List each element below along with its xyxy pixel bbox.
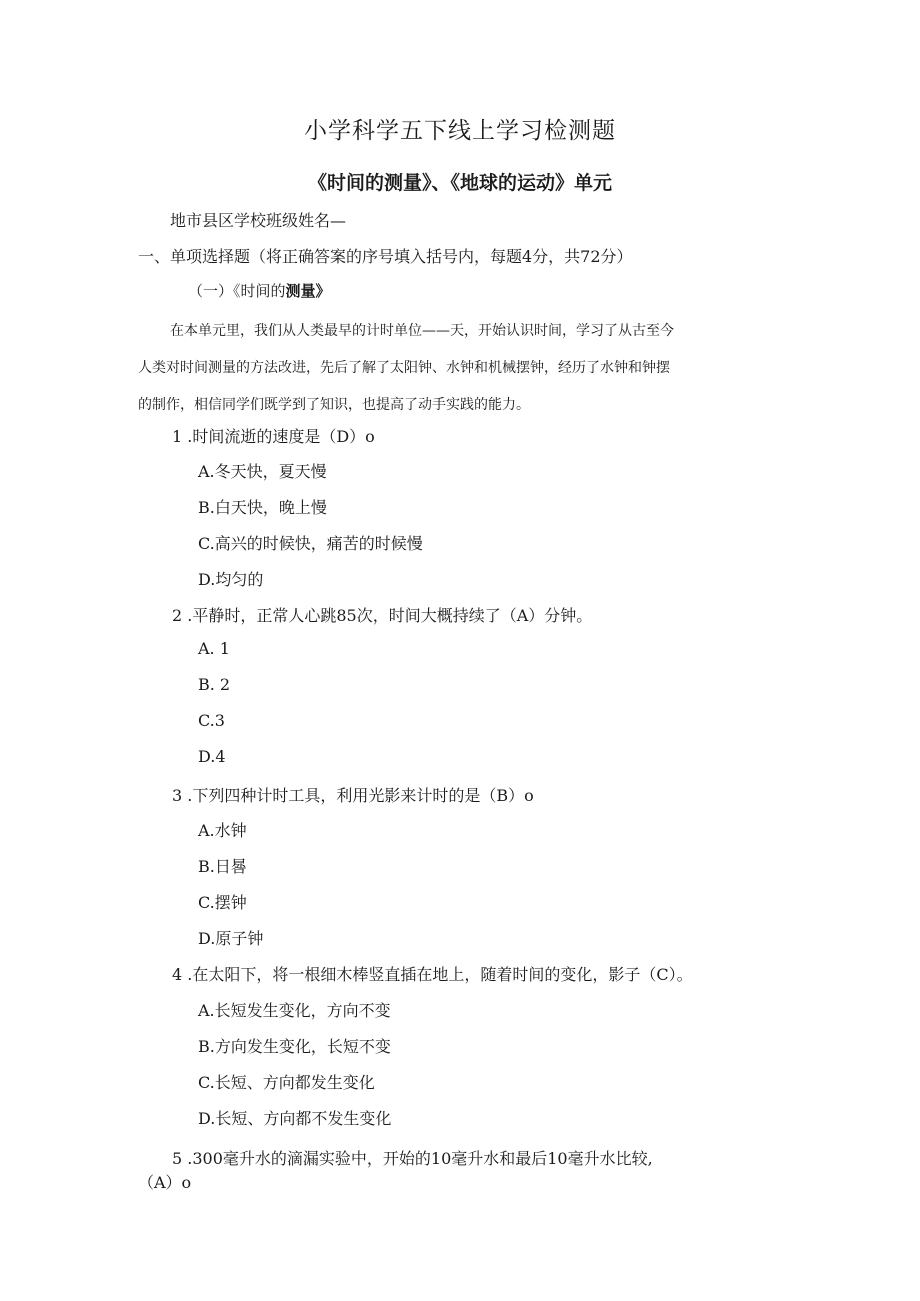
question-1: 1 .时间流逝的速度是（D）o [172, 427, 375, 446]
intro-line: 在本单元里，我们从人类最早的计时单位——天，开始认识时间，学习了从古至今 [170, 323, 674, 339]
question-1-option-c: C.高兴的时候快，痛苦的时候慢 [198, 534, 423, 553]
question-3: 3 .下列四种计时工具，利用光影来计时的是（B）o [172, 786, 534, 805]
intro-line: 的制作，相信同学们既学到了知识，也提高了动手实践的能力。 [138, 397, 530, 413]
question-2-option-a: A. 1 [198, 639, 230, 658]
question-2-option-d: D.4 [198, 747, 226, 766]
page-subtitle: 《时间的测量》、《地球的运动》单元 [307, 172, 612, 194]
question-2-option-b: B. 2 [198, 675, 231, 694]
intro-paragraph [138, 313, 798, 424]
question-4-option-b: B.方向发生变化，长短不变 [198, 1037, 391, 1056]
question-3-option-d: D.原子钟 [198, 929, 264, 948]
question-5: 5 .300毫升水的滴漏实验中，开始的10毫升水和最后10毫升水比较, [172, 1149, 653, 1168]
question-1-option-a: A.冬天快，夏天慢 [198, 462, 327, 481]
question-3-option-a: A.水钟 [198, 821, 247, 840]
subsection-bold: 测量》 [285, 282, 331, 300]
subsection-prefix: （一）《时间的 [188, 282, 286, 300]
section-heading: 一、单项选择题（将正确答案的序号填入括号内，每题4分，共72分） [138, 247, 633, 266]
question-2-option-c: C.3 [198, 711, 225, 730]
question-5-continuation: （A）o [138, 1173, 192, 1192]
intro-line: 人类对时间测量的方法改进，先后了解了太阳钟、水钟和机械摆钟，经历了水钟和钟摆 [138, 360, 670, 376]
question-2: 2 .平静时，正常人心跳85次，时间大概持续了（A）分钟。 [172, 606, 593, 625]
question-1-option-b: B.白天快，晚上慢 [198, 498, 327, 517]
question-3-option-c: C.摆钟 [198, 893, 247, 912]
question-4-option-c: C.长短、方向都发生变化 [198, 1073, 375, 1092]
question-4: 4 .在太阳下，将一根细木棒竖直插在地上，随着时间的变化，影子（C）。 [172, 965, 693, 984]
subsection-heading [188, 280, 331, 301]
question-4-option-d: D.长短、方向都不发生变化 [198, 1109, 392, 1128]
question-3-option-b: B.日晷 [198, 857, 247, 876]
question-1-option-d: D.均匀的 [198, 570, 264, 589]
page-title: 小学科学五下线上学习检测题 [304, 118, 616, 144]
student-info-line: 地市县区学校班级姓名— [170, 211, 347, 230]
question-4-option-a: A.长短发生变化，方向不变 [198, 1001, 391, 1020]
